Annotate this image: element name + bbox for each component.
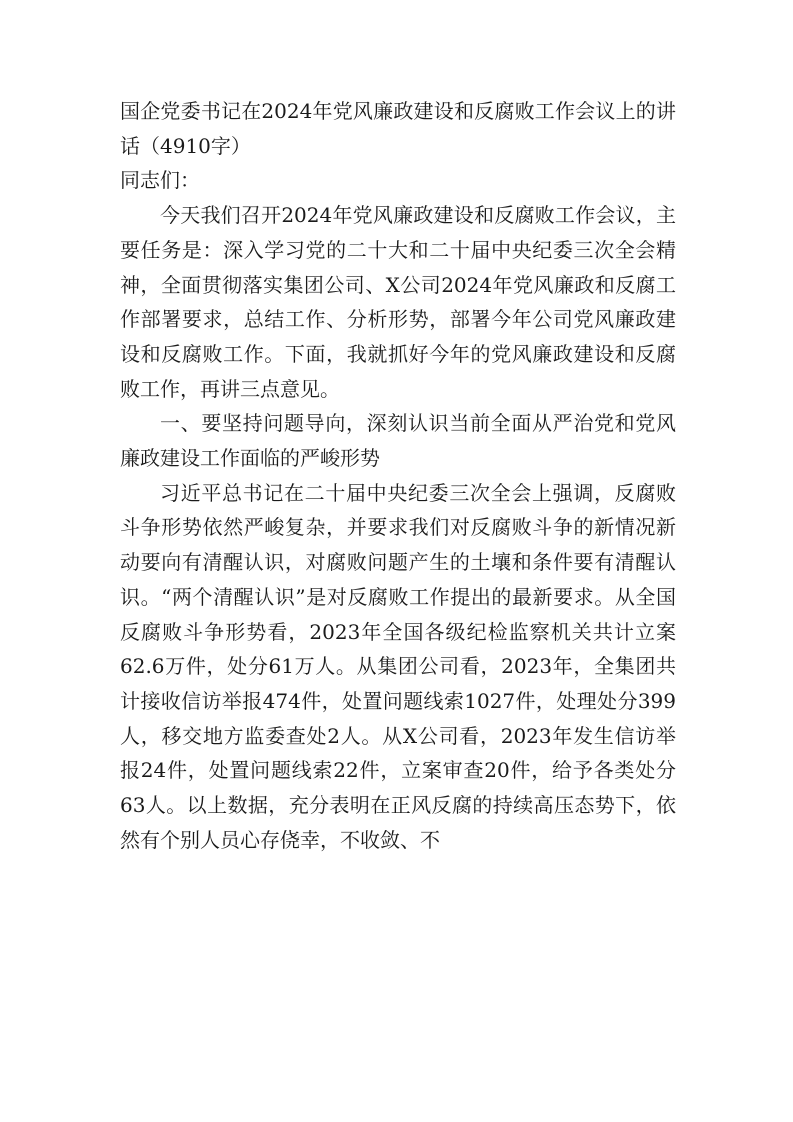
document-title: 国企党委书记在2024年党风廉政建设和反腐败工作会议上的讲话（4910字）	[120, 99, 676, 158]
paragraph-opening: 今天我们召开2024年党风廉政建设和反腐败工作会议，主要任务是：深入学习党的二十大和二十届中央纪委三次全会精神，全面贯彻落实集团公司、X公司2024年党风廉政和反腐工作部署要求，总结工作、分析形势，部署今年公司党风廉政建设和反腐败工作。下面，我就抓好今年的党风廉政建设和反腐败工作，再讲三点意见。	[120, 203, 676, 401]
section-heading-1: 一、要坚持问题导向，深刻认识当前全面从严治党和党风廉政建设工作面临的严峻形势	[120, 411, 676, 471]
document-page	[120, 94, 676, 857]
salutation: 同志们：	[120, 168, 200, 193]
paragraph-situation: 习近平总书记在二十届中央纪委三次全会上强调，反腐败斗争形势依然严峻复杂，并要求我们对反腐败斗争的新情况新动要向有清醒认识，对腐败问题产生的土壤和条件要有清醒认识。“两个清醒认识”是对反腐败工作提出的最新要求。从全国反腐败斗争形势看，2023年全国各级纪检监察机关共计立案62.6万件，处分61万人。从集团公司看，2023年，全集团共计接收信访举报474件，处置问题线索1027件，处理处分399人，移交地方监委查处2人。从X公司看，2023年发生信访举报24件，处置问题线索22件，立案审查20件，给予各类处分63人。以上数据，充分表明在正风反腐的持续高压态势下，依然有个别人员心存侥幸，不收敛、不	[120, 480, 676, 852]
